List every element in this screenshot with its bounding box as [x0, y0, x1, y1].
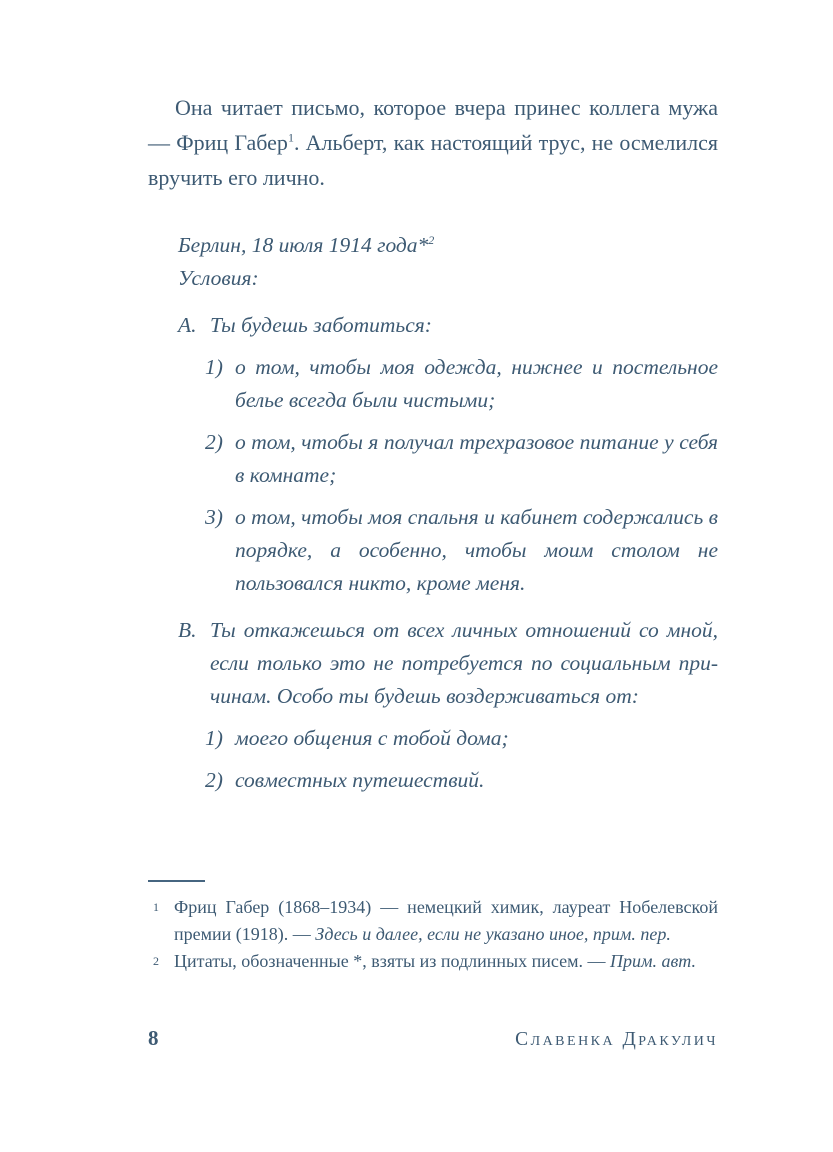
item-number: 2) [205, 768, 223, 792]
footnote-text [174, 948, 718, 975]
list-item [178, 501, 718, 600]
footnote-text [174, 894, 718, 948]
section-a-head [178, 309, 718, 342]
list-item [178, 351, 718, 417]
footnote-separator-rule [148, 880, 205, 882]
footnote-1 [148, 894, 718, 948]
letter-block [148, 229, 718, 797]
footnotes-block [148, 880, 718, 975]
list-item [178, 426, 718, 492]
letter-section-a [178, 309, 718, 600]
intro-paragraph [148, 90, 718, 195]
page-content [148, 90, 718, 797]
item-text: моего общения с тобой дома; [235, 726, 509, 750]
running-title-author: Славенка Дракулич [515, 1029, 718, 1050]
footnote-1-italic: Здесь и далее, если не указано иное, прим. пер. [315, 924, 671, 944]
section-b-label: В. [178, 618, 197, 642]
letter-section-b [178, 614, 718, 797]
letter-subheading: Условия: [178, 266, 259, 290]
item-text: о том, чтобы моя спальня и кабинет содержались в порядке, а особенно, чтобы моим столом не пользовался никто, кроме меня. [235, 505, 718, 595]
footnote-number: 2 [153, 954, 159, 968]
footnote-ref-1: 1 [287, 130, 294, 145]
section-a-label: А. [178, 313, 197, 337]
footnote-number: 1 [153, 900, 159, 914]
page-footer [148, 1026, 718, 1051]
footnote-2-regular: Цитаты, обозначенные *, взяты из подлинных писем. — [174, 951, 610, 971]
item-text: о том, чтобы моя одежда, нижнее и постельное белье всегда были чистыми; [235, 355, 718, 412]
letter-dateline [178, 229, 718, 262]
item-number: 2) [205, 430, 223, 454]
page-number: 8 [148, 1026, 159, 1050]
section-b-head [178, 614, 718, 713]
list-item [178, 764, 718, 797]
footnote-2 [148, 948, 718, 975]
intro-text-after: . Альберт, как настоящий трус, не осмелился вручить его лично. [148, 130, 719, 190]
item-text: о том, чтобы я получал трехразовое питание у себя в комнате; [235, 430, 718, 487]
intro-text-before: Она читает письмо, которое вчера принес коллега мужа — Фриц Габер [148, 95, 718, 155]
item-number: 1) [205, 726, 223, 750]
footnote-1-regular: Фриц Габер (1868–1934) — немецкий химик, лауреат Нобелевской премии (1918). — [174, 897, 718, 944]
list-item [178, 722, 718, 755]
footnote-ref-2: 2 [428, 232, 435, 247]
footnote-2-italic: Прим. авт. [609, 951, 696, 971]
section-b-title: Ты откажешься от всех личных отношений со мной, если только это не потребуется по социальным причинам. Особо ты будешь воздерживаться от: [210, 618, 718, 708]
section-a-title: Ты будешь заботиться: [210, 313, 432, 337]
item-number: 1) [205, 355, 223, 379]
item-text: совместных путешествий. [235, 768, 485, 792]
item-number: 3) [205, 505, 223, 529]
dateline-text: Берлин, 18 июля 1914 года* [178, 233, 429, 257]
